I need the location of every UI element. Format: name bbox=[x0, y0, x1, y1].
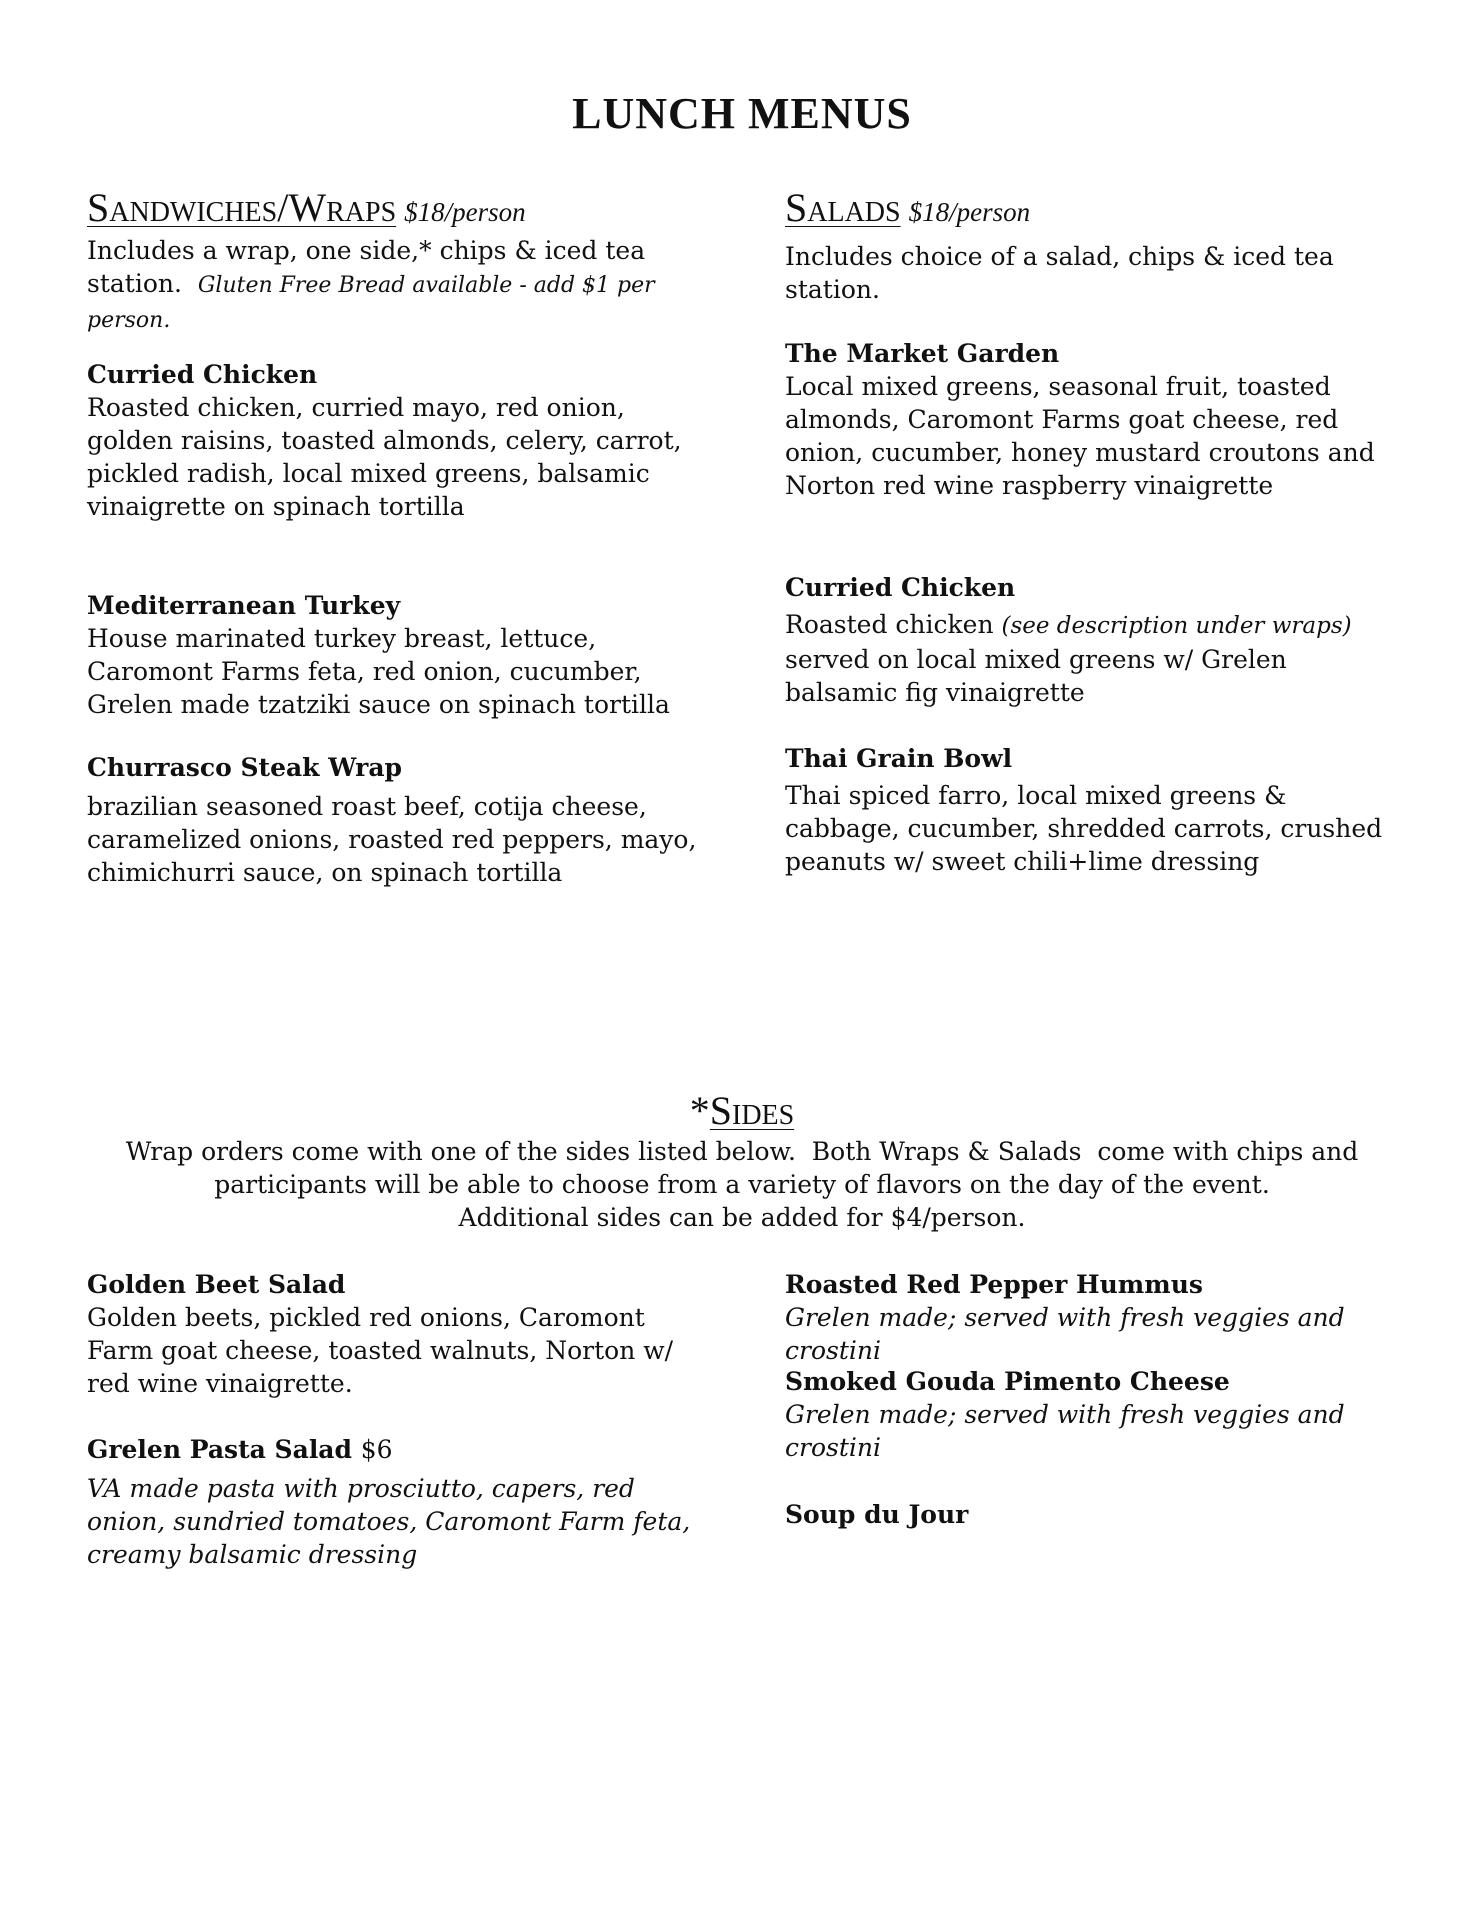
sides-heading bbox=[0, 1087, 1484, 1134]
sandwiches-heading bbox=[87, 186, 707, 234]
sandwiches-intro-line2: station. bbox=[87, 269, 182, 298]
sandwiches-intro-line1: Includes a wrap, one side,* chips & iced tea bbox=[87, 236, 646, 265]
side-grelen-pasta-salad bbox=[87, 1433, 707, 1571]
side-golden-beet-salad bbox=[87, 1268, 707, 1400]
item-name: Soup du Jour bbox=[785, 1500, 969, 1529]
menu-item-curried-chicken-wrap bbox=[87, 358, 707, 523]
item-description-end: served on local mixed greens w/ Grelen balsamic fig vinaigrette bbox=[785, 645, 1287, 707]
sandwiches-price: $18/person bbox=[404, 197, 526, 227]
sides-intro bbox=[92, 1135, 1392, 1234]
item-description: Grelen made; served with fresh veggies and crostini bbox=[785, 1400, 1345, 1462]
item-description bbox=[785, 608, 1405, 709]
sides-right-column bbox=[785, 1268, 1405, 1588]
menu-item-curried-chicken-salad bbox=[785, 571, 1405, 709]
item-description-start: Roasted chicken bbox=[785, 610, 994, 639]
sides-asterisk: * bbox=[689, 1088, 710, 1133]
sides-intro-line2: participants will be able to choose from a variety of flavors on the day of the event. bbox=[214, 1170, 1270, 1199]
menu-item-thai-grain-bowl bbox=[785, 742, 1405, 878]
item-name: The Market Garden bbox=[785, 339, 1060, 368]
sides-left-column bbox=[87, 1268, 707, 1588]
salads-column bbox=[785, 186, 1405, 886]
side-smoked-gouda-pimento-cheese bbox=[785, 1365, 1405, 1464]
item-name: Mediterranean Turkey bbox=[87, 591, 401, 620]
menu-item-mediterranean-turkey bbox=[87, 589, 707, 721]
item-name-wrap bbox=[87, 1433, 707, 1466]
item-name: Roasted Red Pepper Hummus bbox=[785, 1270, 1203, 1299]
item-description: Thai spiced farro, local mixed greens & cabbage, cucumber, shredded carrots, crushed peanuts w/ sweet chili+lime dressing bbox=[785, 781, 1383, 876]
item-description: brazilian seasoned roast beef, cotija cheese, caramelized onions, roasted red peppers, mayo, chimichurri sauce, on spinach tortilla bbox=[87, 792, 697, 887]
side-soup-du-jour bbox=[785, 1498, 1405, 1531]
sides-title: Sides bbox=[709, 1088, 795, 1133]
salads-heading bbox=[785, 186, 1405, 234]
page-title: LUNCH MENUS bbox=[572, 89, 912, 138]
salads-intro: Includes choice of a salad, chips & iced tea station. bbox=[785, 242, 1334, 304]
sandwiches-column bbox=[87, 186, 707, 886]
gluten-free-note: Gluten Free Bread available - add $1 per person. bbox=[87, 273, 655, 333]
item-description: Grelen made; served with fresh veggies and crostini bbox=[785, 1303, 1345, 1365]
item-description: Golden beets, pickled red onions, Caromont Farm goat cheese, toasted walnuts, Norton w/ red wine vinaigrette. bbox=[87, 1303, 674, 1398]
salads-price: $18/person bbox=[908, 197, 1031, 227]
side-roasted-red-pepper-hummus bbox=[785, 1268, 1405, 1367]
item-name: Grelen Pasta Salad bbox=[87, 1435, 352, 1464]
item-name: Thai Grain Bowl bbox=[785, 744, 1013, 773]
sandwiches-title: Sandwiches/Wraps bbox=[87, 185, 397, 230]
item-description: House marinated turkey breast, lettuce, Caromont Farms feta, red onion, cucumber, Grelen made tzatziki sauce on spinach tortilla bbox=[87, 624, 670, 719]
sandwiches-intro bbox=[87, 234, 707, 337]
sides-intro-line3: Additional sides can be added for $4/person. bbox=[458, 1203, 1026, 1232]
sandwiches-intro-line2-wrap bbox=[87, 267, 707, 337]
item-name: Golden Beet Salad bbox=[87, 1270, 346, 1299]
item-name: Curried Chicken bbox=[87, 360, 318, 389]
salads-title: Salads bbox=[785, 185, 901, 230]
item-name: Churrasco Steak Wrap bbox=[87, 753, 403, 782]
item-price: $6 bbox=[360, 1435, 393, 1464]
item-name: Smoked Gouda Pimento Cheese bbox=[785, 1367, 1230, 1396]
item-description: Roasted chicken, curried mayo, red onion, golden raisins, toasted almonds, celery, carrot, pickled radish, local mixed greens, balsamic vinaigrette on spinach tortilla bbox=[87, 393, 682, 521]
item-description-note: (see description under wraps) bbox=[1001, 613, 1352, 639]
menu-item-market-garden bbox=[785, 337, 1405, 502]
sides-intro-line1: Wrap orders come with one of the sides listed below. Both Wraps & Salads come with chips and bbox=[125, 1137, 1359, 1166]
item-description: Local mixed greens, seasonal fruit, toasted almonds, Caromont Farms goat cheese, red onion, cucumber, honey mustard croutons and Norton red wine raspberry vinaigrette bbox=[785, 372, 1375, 500]
item-name: Curried Chicken bbox=[785, 573, 1016, 602]
menu-item-churrasco-steak-wrap bbox=[87, 751, 707, 889]
item-description: VA made pasta with prosciutto, capers, red onion, sundried tomatoes, Caromont Farm feta, creamy balsamic dressing bbox=[87, 1474, 691, 1569]
